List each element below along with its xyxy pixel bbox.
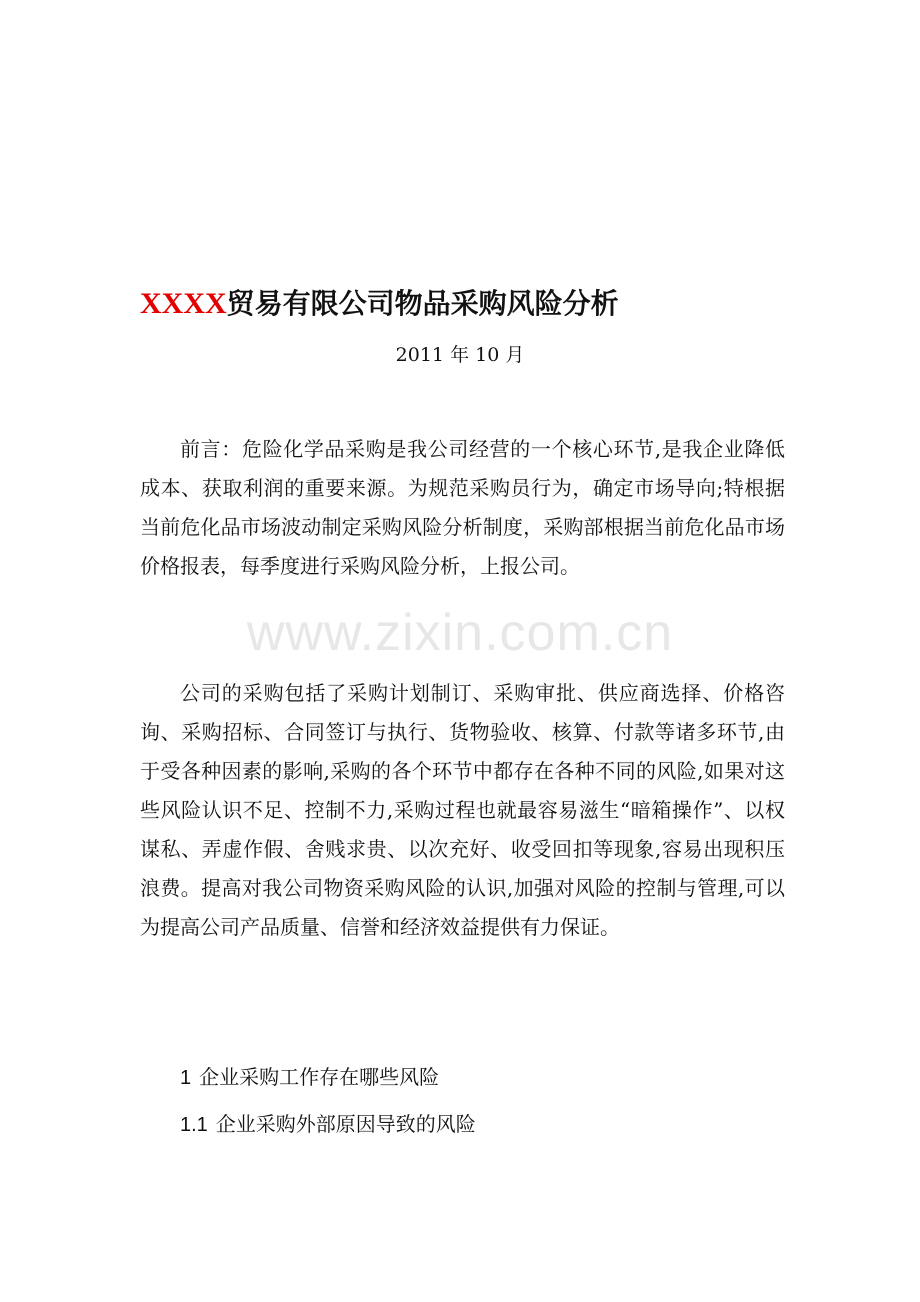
subsection-heading [180, 1109, 476, 1140]
section-number: 1 [180, 1067, 192, 1089]
preface-paragraph: 前言：危险化学品采购是我公司经营的一个核心环节,是我企业降低成本、获取利润的重要来源。为规范采购员行为，确定市场导向;特根据当前危化品市场波动制定采购风险分析制度，采购部根据当前危化品市场价格报表，每季度进行采购风险分析，上报公司。 [140, 437, 785, 578]
title-prefix: XXXX [140, 287, 227, 320]
subsection-title: 企业采购外部原因导致的风险 [215, 1112, 476, 1136]
body-paragraph: 公司的采购包括了采购计划制订、采购审批、供应商选择、价格咨询、采购招标、合同签订与执行、货物验收、核算、付款等诸多环节,由于受各种因素的影响,采购的各个环节中都存在各种不同的风险,如果对这些风险认识不足、控制不力,采购过程也就最容易滋生“暗箱操作”、以权谋私、弄虚作假、舍贱求贵、以次充好、收受回扣等现象,容易出现积压浪费。提高对我公司物资采购风险的认识,加强对风险的控制与管理,可以为提高公司产品质量、信誉和经济效益提供有力保证。 [140, 681, 785, 939]
document-date: 2011 年 10 月 [395, 344, 525, 366]
section-title: 企业采购工作存在哪些风险 [199, 1065, 440, 1089]
watermark: www.zixin.com.cn [246, 604, 674, 662]
title-text: 贸易有限公司物品采购风险分析 [226, 287, 619, 320]
section-heading [180, 1062, 439, 1093]
document-title [140, 284, 840, 324]
subsection-number: 1.1 [180, 1114, 208, 1136]
